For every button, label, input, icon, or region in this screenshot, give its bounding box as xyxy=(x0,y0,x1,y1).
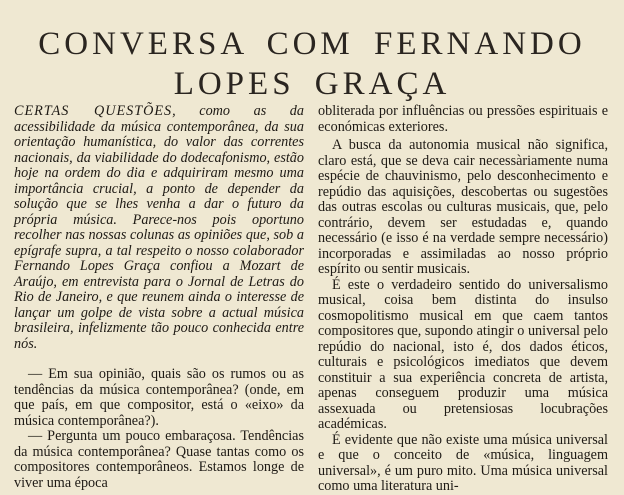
article-title-line-1: CONVERSA COM FERNANDO xyxy=(38,26,586,63)
interview-question: — Em sua opinião, quais são os rumos ou as tendências da música contemporânea? (onde, em que país, em que compositor, está o «eixo» da música contemporânea?). xyxy=(14,366,304,429)
right-column xyxy=(318,104,608,495)
intro-text: , como as da acessibilidade da música contemporânea, da sua orientação humanística, do valor das correntes nacionais, da viabilidade do dodecafonismo, estão hoje na ordem do dia e adquiriram mesmo uma importância crucial, a ponto de depender da solução que se lhes venha a dar o futuro da própria música. Parece-nos pois oportuno recolher nas nossas colunas as opiniões que, sob a epígrafe supra, a tal respeito o nosso colaborador Fernando Lopes Graça confiou a Mozart de Araújo, em entrevista para o Jornal de Letras do Rio de Janeiro, e que reunem ainda o interesse de lançar um golpe de vista sobre a actual música brasileira, infelizmente tão pouco conhecida entre nós. xyxy=(14,103,304,352)
paragraph-evidente: É evidente que não existe uma música universal e que o conceito de «música, linguagem universal», é um puro mito. Uma música universal como uma literatura uni- xyxy=(318,431,608,494)
paragraph-busca: A busca da autonomia musical não significa, claro está, que se deva cair necessàriamente numa espécie de chauvinismo, pelo desconhecimento e repúdio das aquisições, descobertas ou sugestões das outras escolas ou culturas musicais, que, pelo contrário, devem ser estudadas e, quando necessário (e isso é na verdade sempre necessário) incorporadas e assimiladas ao nosso próprio espírito ou sentir musicais. xyxy=(318,137,608,277)
paragraph-universalismo: É este o verdadeiro sentido do universalismo musical, coisa bem distinta do insulso cosmopolitismo musical em que caem tantos compositores que, supondo atingir o universal pelo repúdio do nacional, isto é, dos dados éticos, culturais e psicológicos imediatos que devem constituir a sua experiência concreta de artista, apenas conseguem produzir uma música assexuada ou pretensiosas locubrações académicas. xyxy=(318,276,608,432)
intro-lead-in: CERTAS QUESTÕES xyxy=(14,103,173,119)
article-title-line-2: LOPES GRAÇA xyxy=(173,66,451,103)
answer-continuation: obliterada por influências ou pressões espirituais e económicas exteriores. xyxy=(318,103,608,135)
intro-paragraph xyxy=(14,104,304,352)
interview-answer-start: — Pergunta um pouco embaraçosa. Tendências da música contemporânea? Quase tantas como os compositores contemporâneos. Estamos longe de viver uma época xyxy=(14,428,304,491)
left-column xyxy=(14,104,304,491)
